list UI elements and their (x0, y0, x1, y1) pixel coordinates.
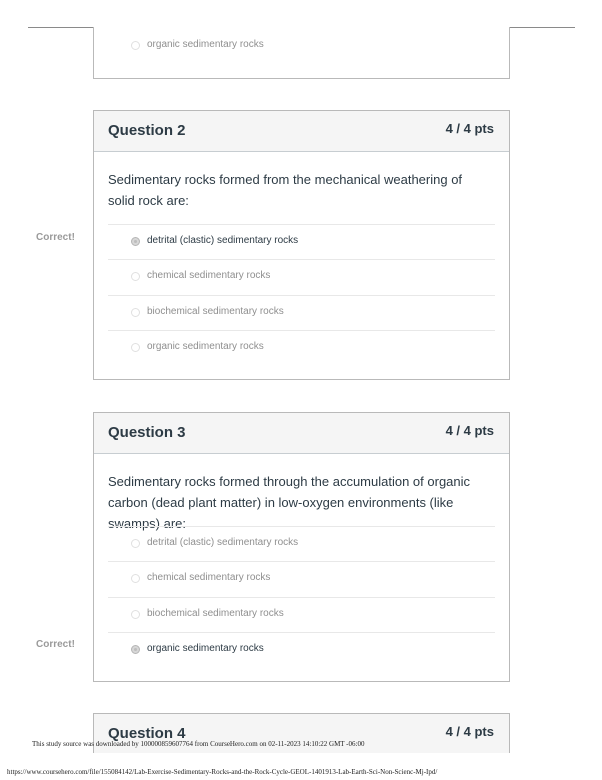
answer-label: detrital (clastic) sedimentary rocks (147, 235, 299, 246)
radio-icon[interactable] (131, 343, 140, 352)
question-points: 4 / 4 pts (445, 423, 494, 438)
radio-icon[interactable] (131, 539, 140, 548)
radio-icon[interactable] (131, 574, 140, 583)
question-header (94, 111, 509, 152)
answer-label: organic sedimentary rocks (147, 39, 264, 50)
question-title: Question 3 (108, 424, 186, 441)
answer-option[interactable] (108, 632, 495, 668)
answer-option[interactable] (108, 29, 495, 64)
answer-option[interactable] (108, 561, 495, 597)
answer-label: biochemical sedimentary rocks (147, 608, 284, 619)
question-card (93, 110, 510, 380)
question-card (93, 412, 510, 682)
download-source-notice: This study source was downloaded by 100000859607764 from CourseHero.com on 02-11-2023 14:10:22 GMT -06:00 (32, 740, 365, 748)
answer-option[interactable] (108, 330, 495, 366)
radio-selected-icon[interactable] (131, 237, 140, 246)
question-text: Sedimentary rocks formed from the mechanical weathering of solid rock are: (108, 172, 463, 208)
answer-label: chemical sedimentary rocks (147, 572, 271, 583)
answer-label: chemical sedimentary rocks (147, 270, 271, 281)
correct-indicator: Correct! (36, 639, 75, 650)
question-title: Question 4 (108, 725, 186, 742)
answer-label: organic sedimentary rocks (147, 643, 264, 654)
radio-icon[interactable] (131, 610, 140, 619)
question-points: 4 / 4 pts (445, 724, 494, 739)
answer-option[interactable] (108, 259, 495, 295)
answer-label: organic sedimentary rocks (147, 341, 264, 352)
question-title: Question 2 (108, 122, 186, 139)
answer-option[interactable] (108, 526, 495, 562)
previous-question-card (93, 27, 510, 79)
question-text: Sedimentary rocks formed through the accumulation of organic carbon (dead plant matter) in low-oxygen environments (like swamps) are: (108, 474, 471, 531)
radio-icon[interactable] (131, 308, 140, 317)
radio-selected-icon[interactable] (131, 645, 140, 654)
answer-option[interactable] (108, 224, 495, 260)
answer-option[interactable] (108, 295, 495, 331)
question-header (94, 413, 509, 454)
answer-label: biochemical sedimentary rocks (147, 306, 284, 317)
question-points: 4 / 4 pts (445, 121, 494, 136)
answer-option[interactable] (108, 597, 495, 633)
answer-label: detrital (clastic) sedimentary rocks (147, 537, 299, 548)
source-url[interactable]: https://www.coursehero.com/file/155084142/Lab-Exercise-Sedimentary-Rocks-and-the-Rock-Cycle-GEOL-1401913-Lab-Earth-Sci-Non-Scienc-Mj-Ipd/ (7, 768, 438, 776)
radio-icon[interactable] (131, 41, 140, 50)
correct-indicator: Correct! (36, 232, 75, 243)
radio-icon[interactable] (131, 272, 140, 281)
